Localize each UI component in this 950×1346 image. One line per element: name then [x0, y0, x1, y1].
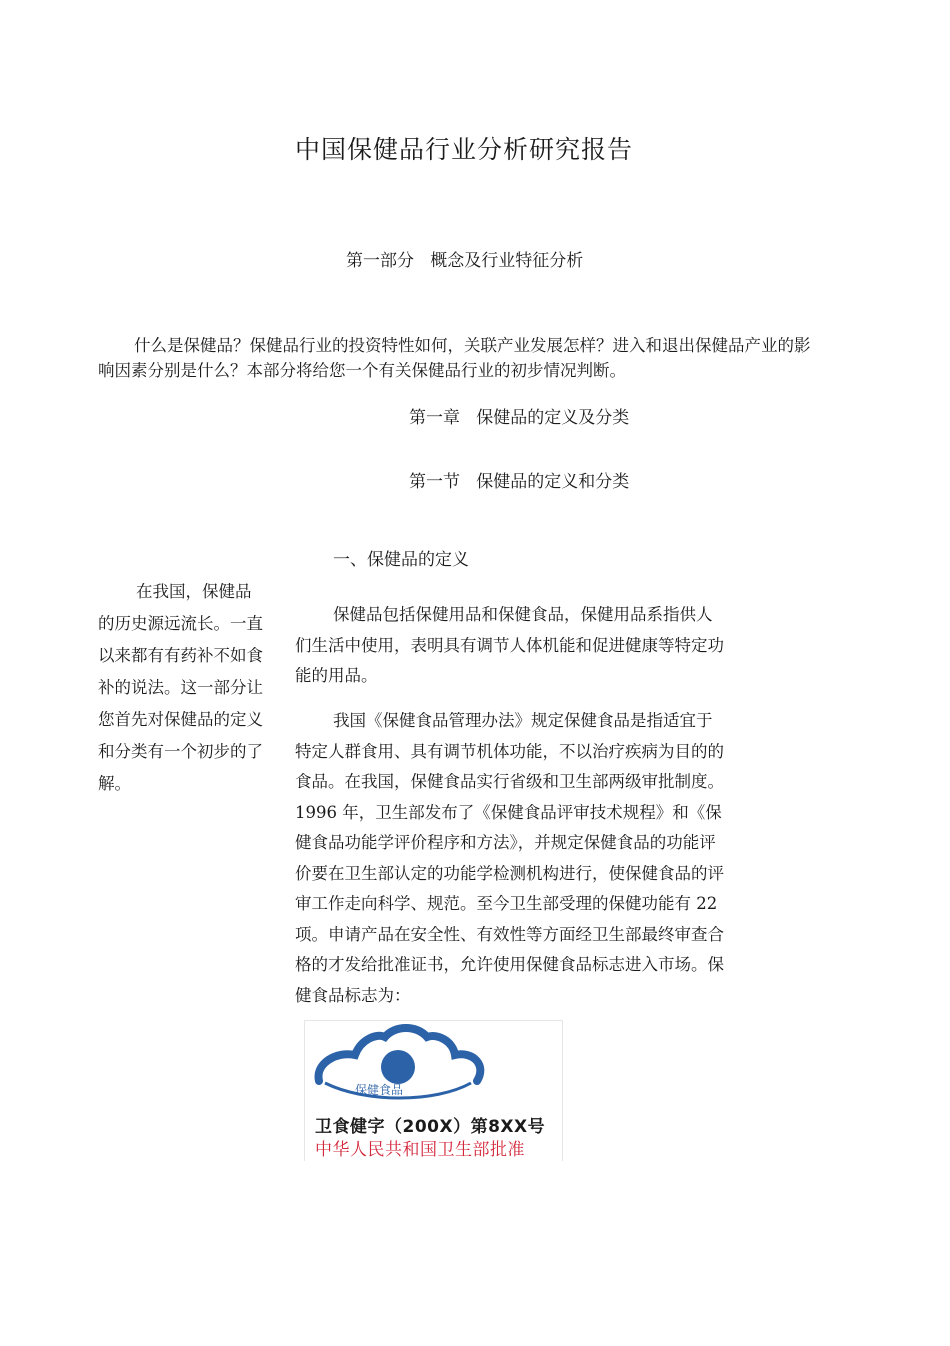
section-heading: 第一节 保健品的定义和分类 [409, 472, 630, 492]
part-heading: 第一部分 概念及行业特征分析 [346, 251, 584, 271]
logo-approver: 中华人民共和国卫生部批准 [315, 1140, 525, 1160]
definition-heading: 一、保健品的定义 [333, 550, 469, 570]
body-paragraph-1: 保健品包括保健用品和保健食品，保健用品系指供人们生活中使用，表明具有调节人体机能和促进健康等特定功能的用品。 [295, 605, 724, 685]
intro-paragraph: 什么是保健品？保健品行业的投资特性如何，关联产业发展怎样？进入和退出保健品产业的影响因素分别是什么？本部分将给您一个有关保健品行业的初步情况判断。 [98, 336, 811, 380]
document-title: 中国保健品行业分析研究报告 [294, 135, 633, 164]
body-paragraph-2: 我国《保健食品管理办法》规定保健食品是指适宜于特定人群食用、具有调节机体功能，不以治疗疾病为目的的食品。在我国，保健食品实行省级和卫生部两级审批制度。 1996 年，卫生部发布了《保健食品评审技术规程》和《保健食品功能学评价程序和方法》，并规定保健食品的功能评价要在卫生部认定的功能学检测机构进行，使保健食品的评审工作走向科学、规范。至今卫生部受理的保健功能有 22 项。申请产品在安全性、有效性等方面经卫生部最终审查合格的才发给批准证书，允许使用保健食品标志进入市场。保健食品标志为： [295, 711, 724, 1005]
logo-approval-number: 卫食健字（200X）第8XX号 [315, 1117, 546, 1137]
logo-emblem-text: 保健食品 [355, 1083, 404, 1097]
health-food-logo [304, 1020, 563, 1161]
sidebar-note: 在我国，保健品的历史源远流长。一直以来都有有药补不如食补的说法。这一部分让您首先对保健品的定义和分类有一个初步的了解。 [98, 582, 263, 793]
chapter-heading: 第一章 保健品的定义及分类 [409, 408, 630, 428]
